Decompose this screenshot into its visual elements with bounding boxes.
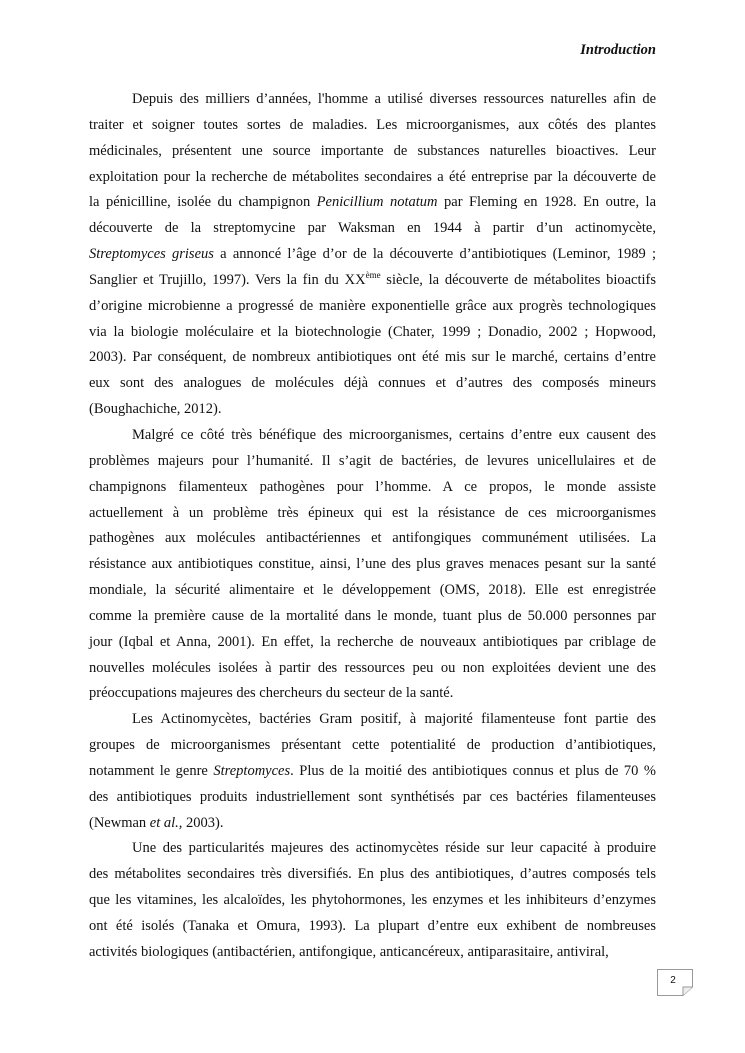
text-line: problèmes majeurs pour l’humanité. Il s’agit de bactéries, de levures unicellulaires et de [89,452,656,469]
text-line: exploitation pour la recherche de métabolites secondaires a été entreprise par la découverte de [89,168,656,185]
text-line: via la biologie moléculaire et la biotechnologie (Chater, 1999 ; Donadio, 2002 ; Hopwood, [89,323,656,340]
text-line: activités biologiques (antibactérien, antifongique, anticancéreux, antiparasitaire, antiviral, [89,943,609,960]
text-line: résistance aux antibiotiques constitue, ainsi, l’une des plus graves menaces pesant sur la santé [89,556,656,573]
text-line: d’origine microbienne a progressé de manière exponentielle grâce aux progrès technologiques [89,297,656,314]
paragraph [89,707,656,836]
text-line: Streptomyces griseus a annoncé l’âge d’or de la découverte d’antibiotiques (Leminor, 1989 ; [89,246,656,263]
text-line: mondiale, la sécurité alimentaire et le développement (OMS, 2018). Elle est enregistrée [89,582,656,599]
text-line: actuellement à un problème très épineux qui est la résistance de ces microorganismes [89,504,656,521]
text-line: 2003). Par conséquent, de nombreux antibiotiques ont été mis sur le marché, certains d’entre [89,349,656,366]
text-line: eux sont des analogues de molécules déjà connues et d’autres des composés mineurs [89,375,656,392]
text-line: groupes de microorganismes présentant cette potentialité de production d’antibiotiques, [89,737,656,754]
text-line: médicinales, présentent une source importante de substances naturelles bioactives. Leur [89,142,656,159]
text-line: des antibiotiques produits industriellement sont synthétisés par ces bactéries filamenteuses [89,788,656,805]
text-line: notamment le genre Streptomyces. Plus de la moitié des antibiotiques connus et plus de 70 % [89,762,656,779]
page-number: 2 [670,975,676,986]
text-line: Une des particularités majeures des actinomycètes réside sur leur capacité à produire [132,840,656,857]
text-line: comme la première cause de la mortalité dans le monde, tuant plus de 50.000 personnes par [89,607,656,624]
paragraph [89,423,656,707]
text-line: (Newman et al., 2003). [89,814,224,831]
text-line: Malgré ce côté très bénéfique des microorganismes, certains d’entre eux causent des [132,426,656,443]
italic-term: Penicillium notatum [316,194,438,211]
text-line: ont été isolés (Tanaka et Omura, 1993). La plupart d’entre eux exhibent de nombreuses [89,918,656,934]
text-line: traiter et soigner toutes sortes de maladies. Les microorganismes, aux côtés des plantes [89,116,656,133]
text-line: des métabolites secondaires très diversifiés. En plus des antibiotiques, d’autres composés tels [89,866,656,883]
section-header: Introduction [580,42,656,58]
superscript: ème [365,270,381,281]
text-line: pathogènes aux molécules antibactériennes et antifongiques communément utilisées. La [89,530,656,547]
paragraph [89,836,656,965]
text-line: champignons filamenteux pathogènes pour l’homme. A ce propos, le monde assiste [89,478,656,495]
text-line: que les vitamines, les alcaloïdes, les phytohormones, les enzymes et les inhibiteurs d’enzymes [89,892,656,909]
text-line: Les Actinomycètes, bactéries Gram positif, à majorité filamenteuse font partie des [132,711,656,728]
body-text [89,87,656,966]
text-line: préoccupations majeures des chercheurs du secteur de la santé. [89,685,454,702]
italic-term: et al., [149,814,183,831]
text-line: (Boughachiche, 2012). [89,401,222,418]
text-line: Depuis des milliers d’années, l'homme a utilisé diverses ressources naturelles afin de [132,91,656,107]
italic-term: Streptomyces griseus [89,246,214,263]
italic-term: Streptomyces [213,762,291,779]
page-number-box [657,969,691,995]
paragraph [89,87,656,423]
text-line: la pénicilline, isolée du champignon Penicillium notatum par Fleming en 1928. En outre, la [89,194,657,211]
text-line: nouvelles molécules isolées à partir des ressources peu ou non exploitées devient une des [89,659,656,676]
text-line: découverte de la streptomycine par Waksman en 1944 à partir d’un actinomycète, [89,220,656,237]
text-line: jour (Iqbal et Anna, 2001). En effet, la recherche de nouveaux antibiotiques par criblage de [89,633,656,650]
text-line: Sanglier et Trujillo, 1997). Vers la fin du XXème siècle, la découverte de métabolites bioactifs [89,270,657,288]
